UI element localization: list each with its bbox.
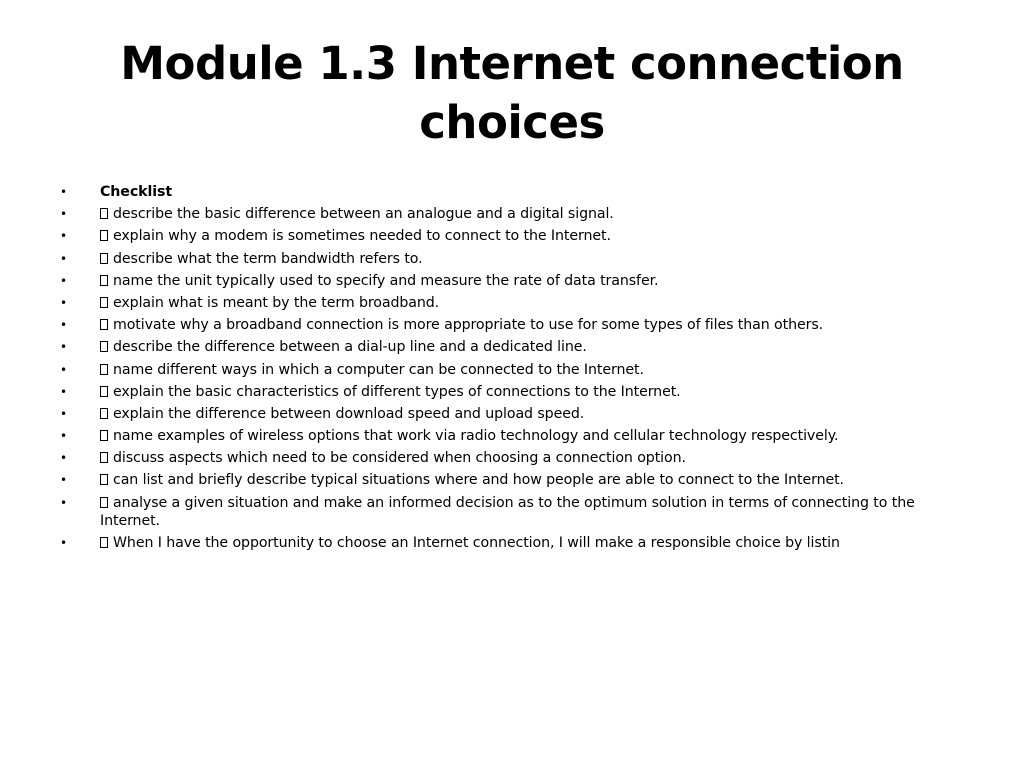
bullet-icon: • — [60, 273, 67, 288]
bullet-icon: • — [60, 451, 67, 466]
slide-title: Module 1.3 Internet connection choices — [120, 37, 904, 149]
checkbox-icon — [100, 497, 108, 508]
checkbox-icon — [100, 474, 108, 485]
checklist-item-text: can list and briefly describe typical situations where and how people are able to connect to the Internet. — [113, 472, 844, 489]
checklist-item — [60, 272, 960, 290]
bullet-icon: • — [60, 185, 67, 199]
bullet-icon: • — [60, 429, 67, 444]
checklist-item-text: describe the difference between a dial-up line and a dedicated line. — [113, 339, 587, 356]
checklist-item-text: name the unit typically used to specify and measure the rate of data transfer. — [113, 272, 659, 289]
bullet-icon: • — [60, 535, 67, 550]
checklist-item — [60, 227, 960, 245]
checklist-heading-item — [60, 183, 960, 201]
checklist-item — [60, 338, 960, 356]
checklist-item — [60, 534, 960, 552]
bullet-icon: • — [60, 384, 67, 399]
bullet-icon: • — [60, 406, 67, 421]
checklist-item-text: explain what is meant by the term broadband. — [113, 294, 440, 311]
checkbox-icon — [100, 275, 108, 286]
bullet-icon: • — [60, 473, 67, 488]
checklist-item-text: When I have the opportunity to choose an Internet connection, I will make a responsible choice by listin — [113, 534, 840, 551]
checklist-item — [60, 361, 960, 379]
checklist-item-text: name different ways in which a computer can be connected to the Internet. — [113, 361, 644, 378]
checkbox-icon — [100, 253, 108, 264]
bullet-icon: • — [60, 207, 67, 222]
checklist-item-text: explain why a modem is sometimes needed to connect to the Internet. — [113, 228, 611, 245]
checkbox-icon — [100, 341, 108, 352]
checklist-item-text: motivate why a broadband connection is more appropriate to use for some types of files than others. — [113, 317, 824, 334]
checkbox-icon — [100, 537, 108, 548]
checklist-item-text: name examples of wireless options that work via radio technology and cellular technology respectively. — [113, 428, 839, 445]
bullet-icon: • — [60, 295, 67, 310]
checkbox-icon — [100, 364, 108, 375]
checklist-item — [60, 405, 960, 423]
checklist-heading: Checklist — [100, 184, 173, 200]
checkbox-icon — [100, 319, 108, 330]
checkbox-icon — [100, 430, 108, 441]
checklist-item — [60, 205, 960, 223]
bullet-icon: • — [60, 251, 67, 266]
checklist-item — [60, 294, 960, 312]
checklist-item — [60, 316, 960, 334]
checklist-item-text: describe what the term bandwidth refers to. — [113, 250, 423, 267]
checklist-item — [60, 449, 960, 467]
checklist-item — [60, 250, 960, 268]
checkbox-icon — [100, 208, 108, 219]
checkbox-icon — [100, 297, 108, 308]
bullet-icon: • — [60, 229, 67, 244]
checklist-item-text: explain the difference between download speed and upload speed. — [113, 405, 585, 422]
checkbox-icon — [100, 452, 108, 463]
checkbox-icon — [100, 408, 108, 419]
checklist-item-text: discuss aspects which need to be considered when choosing a connection option. — [113, 450, 686, 467]
bullet-icon: • — [60, 318, 67, 333]
bullet-icon: • — [60, 362, 67, 377]
bullet-icon: • — [60, 495, 67, 510]
bullet-icon: • — [60, 340, 67, 355]
checklist — [60, 183, 960, 556]
checklist-item-text: analyse a given situation and make an informed decision as to the optimum solution in terms of connecting to the Internet. — [100, 494, 915, 529]
checkbox-icon — [100, 386, 108, 397]
checklist-item — [60, 427, 960, 445]
checklist-item-text: explain the basic characteristics of different types of connections to the Internet. — [113, 383, 681, 400]
checklist-item — [60, 494, 960, 530]
checkbox-icon — [100, 230, 108, 241]
checklist-item — [60, 383, 960, 401]
checklist-item-text: describe the basic difference between an analogue and a digital signal. — [113, 206, 614, 223]
checklist-item — [60, 471, 960, 489]
